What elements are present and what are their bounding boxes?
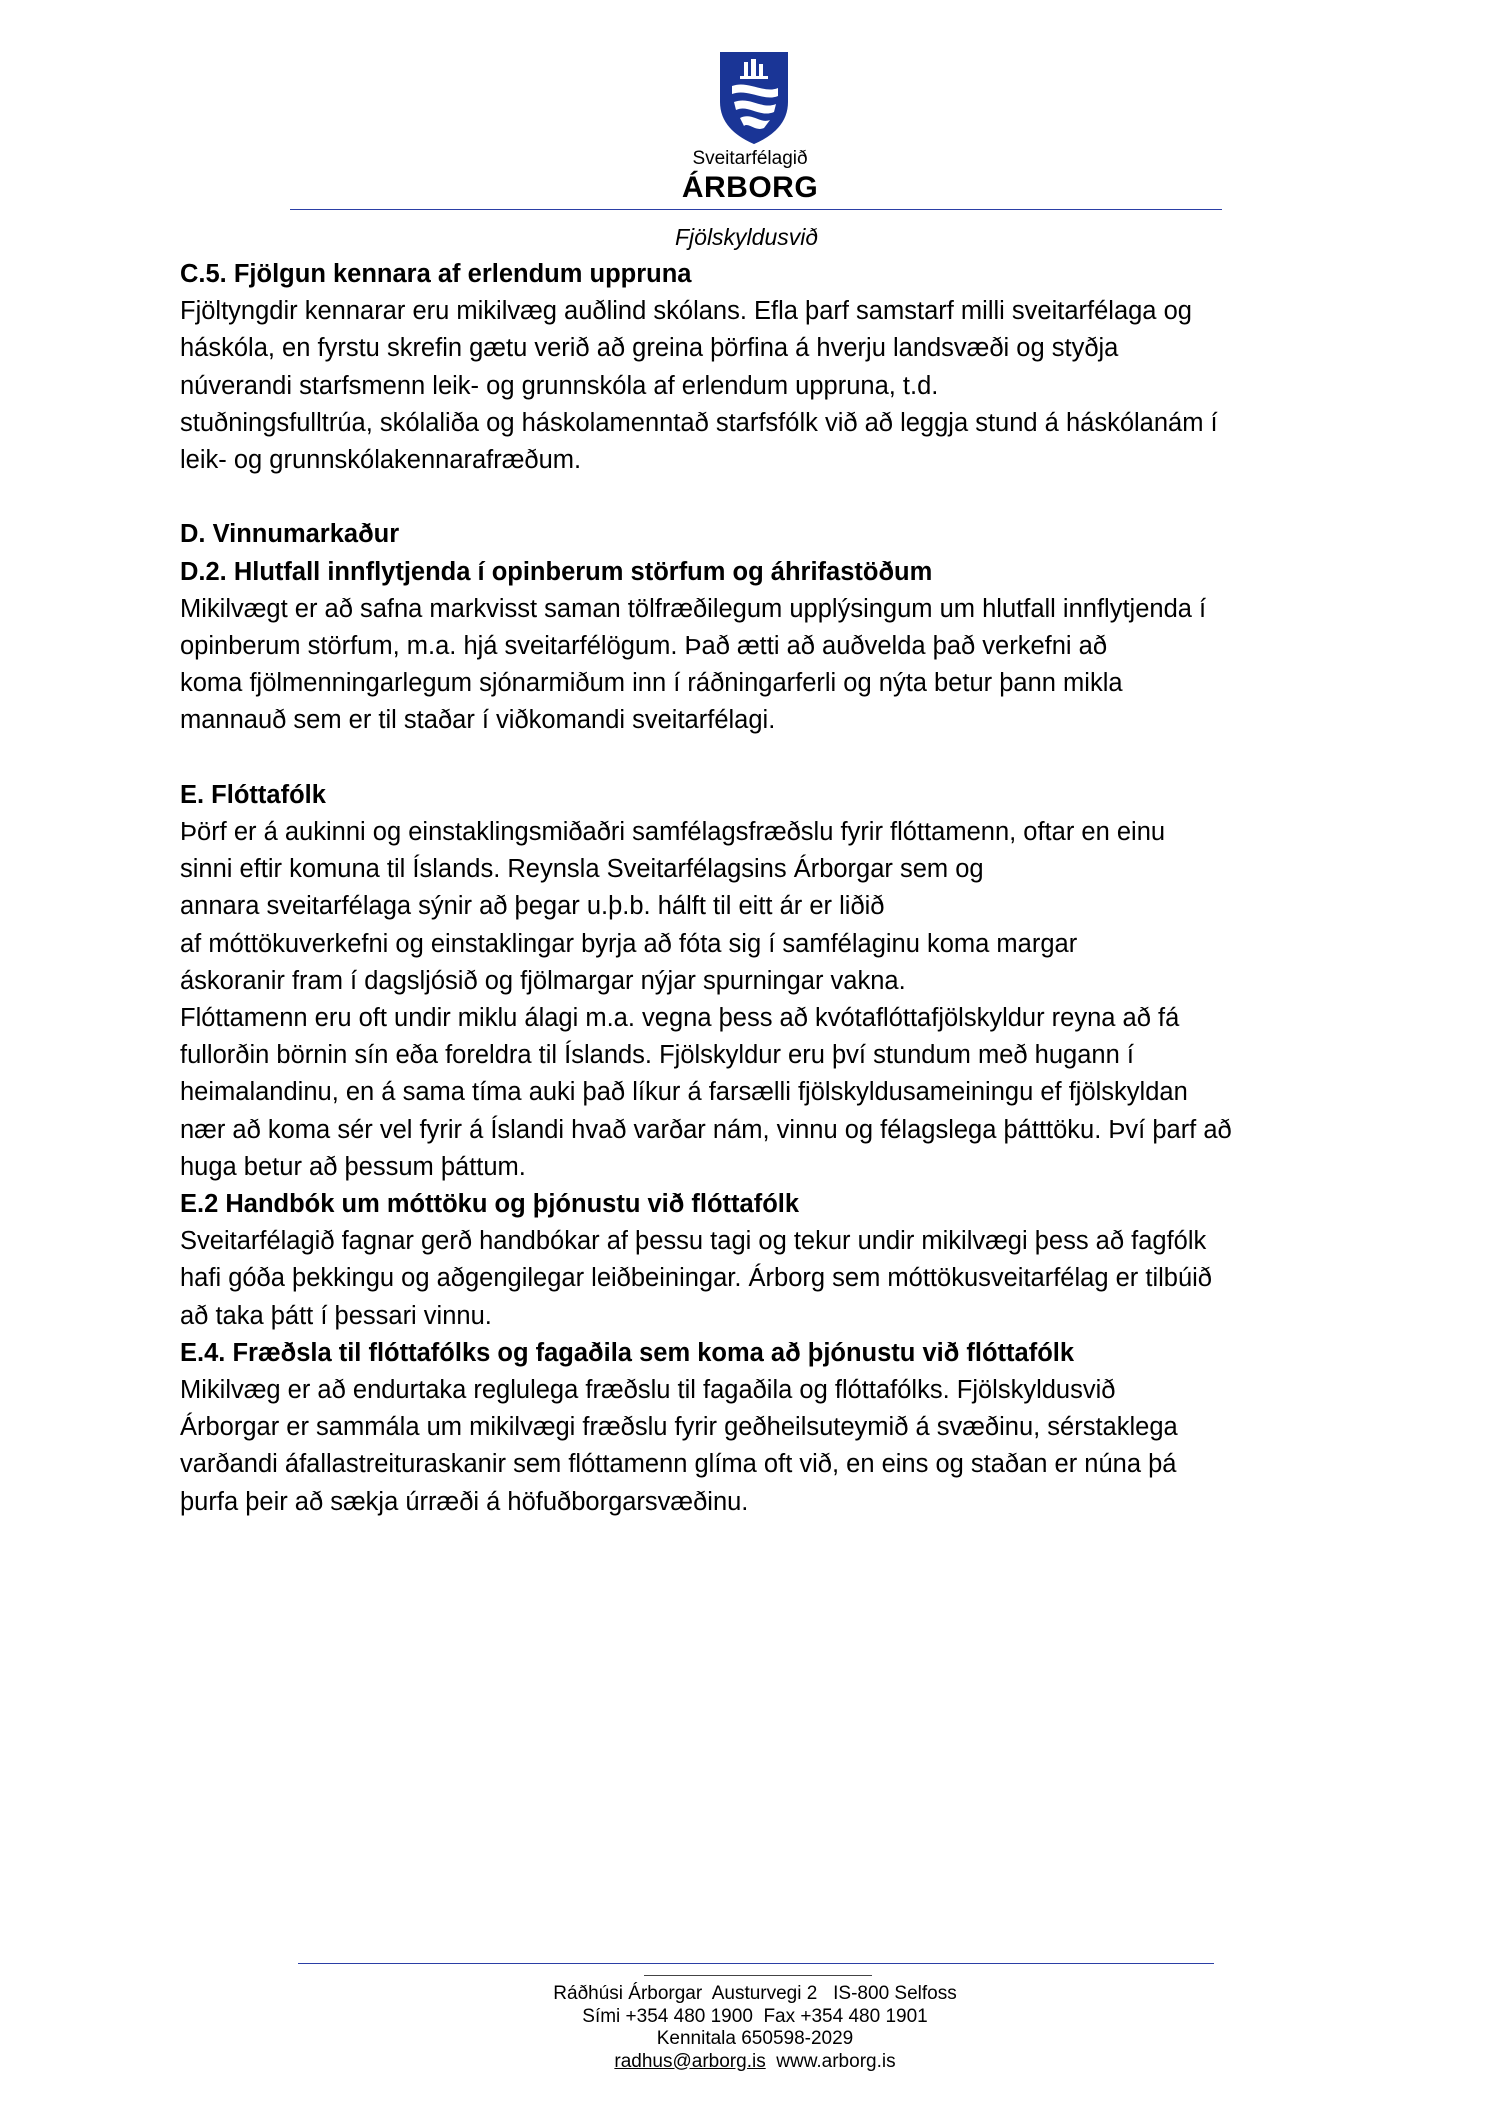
paragraph-line: núverandi starfsmenn leik- og grunnskóla af erlendum uppruna, t.d. [180,371,939,400]
paragraph-line: Þörf er á aukinni og einstaklingsmiðaðri samfélagsfræðslu fyrir flóttamenn, oftar en einu [180,818,1166,847]
org-name-line2: ÁRBORG [681,171,819,204]
paragraph-line: annara sveitarfélaga sýnir að þegar u.þ.b. hálft til eitt ár er liðið [180,892,885,921]
footer-divider [298,1963,1214,1964]
footer-email-link[interactable]: radhus@arborg.is [614,2050,766,2072]
blank-line [180,479,1330,516]
paragraph-line: leik- og grunnskólakennarafræðum. [180,446,582,475]
paragraph-line: Flóttamenn eru oft undir miklu álagi m.a. vegna þess að kvótaflóttafjölskyldur reyna að fá [180,1004,1180,1033]
department-name: Fjölskyldusvið [675,224,819,250]
paragraph-line: opinberum störfum, m.a. hjá sveitarfélögum. Það ætti að auðvelda það verkefni að [180,632,1108,661]
footer-address: Ráðhúsi Árborgar Austurvegi 2 IS-800 Selfoss [553,1983,957,2004]
section-heading-c5: C.5. Fjölgun kennara af erlendum uppruna [180,260,692,288]
paragraph-line: huga betur að þessum þáttum. [180,1152,526,1181]
paragraph-line: fullorðin börnin sín eða foreldra til Íslands. Fjölskyldur eru því stundum með hugann í [180,1041,1134,1070]
paragraph-line: Mikilvæg er að endurtaka reglulega fræðslu til fagaðila og flóttafólks. Fjölskyldusvið [180,1376,1116,1405]
footer-website: www.arborg.is [776,2050,896,2072]
footer-phone: Sími +354 480 1900 Fax +354 480 1901 [582,2005,928,2027]
paragraph-line: Fjöltyngdir kennarar eru mikilvæg auðlind skólans. Efla þarf samstarf milli sveitarfélaga og [180,297,1192,326]
blank-line [180,740,1330,777]
paragraph-line: Árborgar er sammála um mikilvægi fræðslu fyrir geðheilsuteymið á svæðinu, sérstaklega [180,1413,1178,1442]
paragraph-line: heimalandinu, en á sama tíma auki það líkur á farsælli fjölskyldusameiningu ef fjölskyldan [180,1078,1188,1107]
paragraph-line: Mikilvægt er að safna markvisst saman tölfræðilegum upplýsingum um hlutfall innflytjenda í [180,594,1207,623]
org-name-line1: Sveitarfélagið [692,148,808,169]
section-heading-e2: E.2 Handbók um móttöku og þjónustu við flóttafólk [180,1190,800,1219]
document-body [180,256,1330,1521]
paragraph-line: háskóla, en fyrstu skrefin gætu verið að greina þörfina á hverju landsvæði og styðja [180,334,1119,363]
paragraph-line: að taka þátt í þessari vinnu. [180,1301,492,1330]
footer-contact [450,2051,1060,2074]
paragraph-line: sinni eftir komuna til Íslands. Reynsla Sveitarfélagsins Árborgar sem og [180,855,984,884]
paragraph-line: þurfa þeir að sækja úrræði á höfuðborgarsvæðinu. [180,1487,749,1516]
arborg-coat-of-arms-icon [718,50,790,146]
paragraph-line: mannauð sem er til staðar í viðkomandi sveitarfélagi. [180,706,776,735]
section-heading-d2: D.2. Hlutfall innflytjenda í opinberum störfum og áhrifastöðum [180,557,933,586]
paragraph-line: af móttökuverkefni og einstaklingar byrja að fóta sig í samfélaginu koma margar [180,929,1078,958]
section-heading-e: E. Flóttafólk [180,780,326,809]
footer-kennitala: Kennitala 650598-2029 [656,2028,854,2049]
section-heading-e4: E.4. Fræðsla til flóttafólks og fagaðila sem koma að þjónustu við flóttafólk [180,1338,1075,1367]
section-heading-d: D. Vinnumarkaður [180,520,400,549]
paragraph-line: Sveitarfélagið fagnar gerð handbókar af þessu tagi og tekur undir mikilvægi þess að fagfólk [180,1227,1207,1256]
paragraph-line: hafi góða þekkingu og aðgengilegar leiðbeiningar. Árborg sem móttökusveitarfélag er tilbúið [180,1264,1212,1293]
paragraph-line: nær að koma sér vel fyrir á Íslandi hvað varðar nám, vinnu og félagslega þátttöku. Því þarf að [180,1115,1232,1144]
footer [450,1983,1060,2073]
paragraph-line: koma fjölmenningarlegum sjónarmiðum inn í ráðningarferli og nýta betur þann mikla [180,669,1123,698]
footer-short-divider [644,1975,872,1976]
paragraph-line: stuðningsfulltrúa, skólaliða og háskolamenntað starfsfólk við að leggja stund á háskólanám í [180,408,1218,437]
header-divider [290,209,1222,210]
paragraph-line: áskoranir fram í dagsljósið og fjölmargar nýjar spurningar vakna. [180,966,906,995]
paragraph-line: varðandi áfallastreituraskanir sem flóttamenn glíma oft við, en eins og staðan er núna þá [180,1450,1177,1479]
